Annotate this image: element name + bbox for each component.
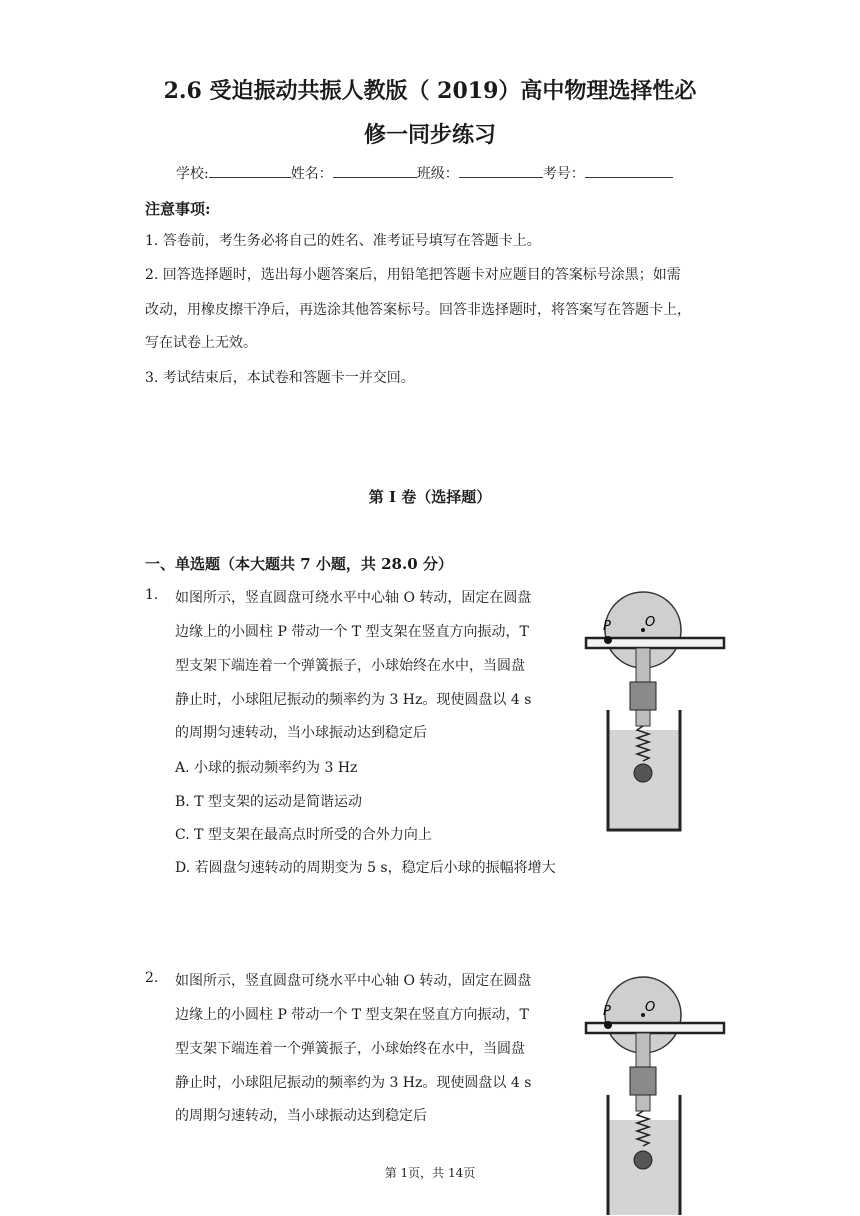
page-footer: 第 1页，共 14页 (384, 1166, 476, 1180)
notes-item-1: 1. 答卷前，考生务必将自己的姓名、准考证号填写在答题卡上。 (145, 233, 541, 249)
number-label: 考号： (542, 166, 585, 182)
notes-heading: 注意事项: (145, 200, 211, 218)
volume-heading: 第 I 卷（选择题） (368, 488, 492, 506)
page-title-line-2: 修一同步练习 (363, 122, 496, 148)
q2-stem-line-2: 边缘上的小圆柱 P 带动一个 T 型支架在竖直方向振动，T (175, 1007, 529, 1023)
q1-stem-line-5: 的周期匀速转动，当小球振动达到稳定后 (175, 725, 427, 741)
label-o: O (645, 1000, 656, 1015)
notes-item-2-cont: 改动，用橡皮擦干净后，再选涂其他答案标号。回答非选择题时，将答案写在答题卡上， (145, 302, 691, 318)
school-field[interactable] (209, 163, 291, 178)
label-p: P (603, 619, 611, 634)
q1-stem-line-3: 型支架下端连着一个弹簧振子，小球始终在水中，当圆盘 (175, 658, 525, 674)
q1-stem-line-1: 如图所示，竖直圆盘可绕水平中心轴 O 转动，固定在圆盘 (175, 590, 532, 606)
name-label: 姓名： (290, 166, 333, 182)
q1-option-c[interactable]: C. T 型支架在最高点时所受的合外力向上 (175, 827, 432, 843)
q1-option-a[interactable]: A. 小球的振动频率约为 3 Hz (175, 760, 358, 776)
notes-item-2-end: 写在试卷上无效。 (145, 335, 257, 351)
q2-number: 2. (145, 970, 159, 986)
q1-stem-line-4: 静止时，小球阻尼振动的频率约为 3 Hz。现使圆盘以 4 s (175, 692, 532, 708)
student-info-row (176, 163, 673, 183)
q2-stem-line-3: 型支架下端连着一个弹簧振子，小球始终在水中，当圆盘 (175, 1041, 525, 1057)
school-label: 学校: (176, 166, 209, 182)
label-p: P (603, 1004, 611, 1019)
class-field[interactable] (459, 163, 543, 178)
notes-item-2: 2. 回答选择题时，选出每小题答案后，用铅笔把答题卡对应题目的答案标号涂黑；如需 (145, 267, 681, 283)
pin-p (604, 1021, 612, 1029)
page-title-line-1: 2.6 受迫振动共振人教版（ 2019）高中物理选择性必 (163, 78, 697, 104)
label-o: O (645, 615, 656, 630)
pin-p (604, 636, 612, 644)
number-field[interactable] (585, 163, 673, 178)
q1-option-b[interactable]: B. T 型支架的运动是简谐运动 (175, 794, 362, 810)
ball (634, 764, 652, 782)
q2-stem-line-4: 静止时，小球阻尼振动的频率约为 3 Hz。现使圆盘以 4 s (175, 1075, 532, 1091)
q2-stem-line-5: 的周期匀速转动，当小球振动达到稳定后 (175, 1108, 427, 1124)
q1-number: 1. (145, 587, 159, 603)
guide-sleeve (630, 1067, 656, 1095)
q1-apparatus-figure (578, 590, 728, 840)
q2-stem-line-1: 如图所示，竖直圆盘可绕水平中心轴 O 转动，固定在圆盘 (175, 973, 532, 989)
class-label: 班级： (416, 166, 459, 182)
notes-item-3: 3. 考试结束后，本试卷和答题卡一并交回。 (145, 370, 415, 386)
section-heading: 一、单选题（本大题共 7 小题，共 28.0 分） (145, 555, 453, 573)
q1-option-d[interactable]: D. 若圆盘匀速转动的周期变为 5 s，稳定后小球的振幅将增大 (175, 860, 556, 876)
guide-sleeve (630, 682, 656, 710)
name-field[interactable] (333, 163, 417, 178)
q1-stem-line-2: 边缘上的小圆柱 P 带动一个 T 型支架在竖直方向振动，T (175, 624, 529, 640)
